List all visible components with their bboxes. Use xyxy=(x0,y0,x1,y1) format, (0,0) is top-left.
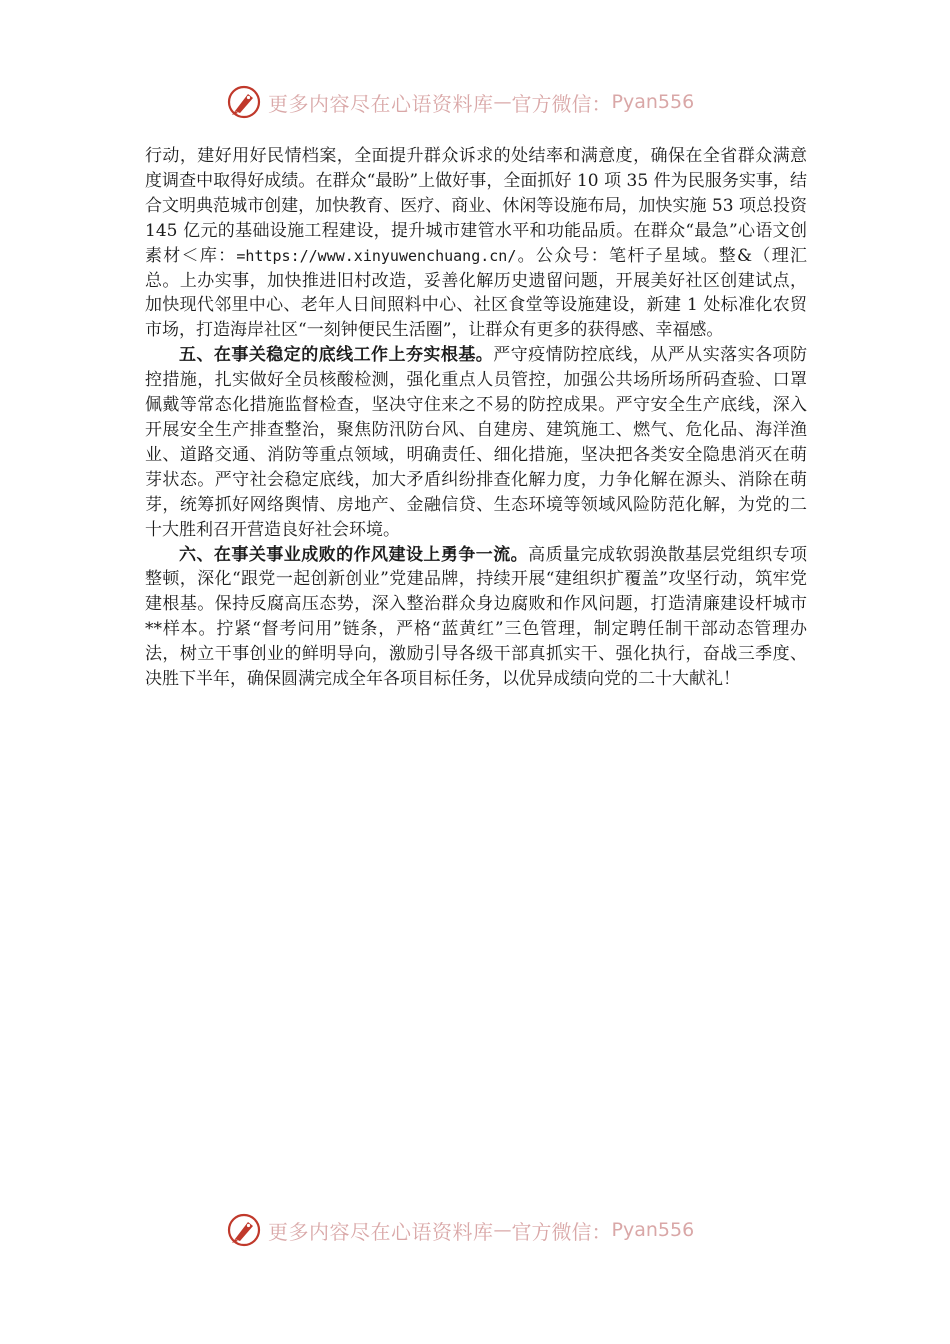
paragraph-2 xyxy=(145,343,807,542)
header-banner xyxy=(226,82,726,122)
paragraph-1 xyxy=(145,144,807,343)
banner-wechat-label: 官方微信： xyxy=(511,91,612,116)
pen-nib-logo-icon xyxy=(226,1212,262,1248)
paragraph-1-text-b: 。公众号：笔杆子星域。整&（理汇总。上办实事，加快推进旧村改造，妥善化解历史遗留问题，开展美好社区创建试点，加快现代邻里中心、老年人日间照料中心、社区食堂等设施建设，新建 1 处标准化农贸市场，打造海岸社区“一刻钟便民生活圈”，让群众有更多的获得感、幸福感。 xyxy=(145,245,807,341)
section-6-body: 高质量完成软弱涣散基层党组织专项整顿，深化“跟党一起创新创业”党建品牌，持续开展“建组织扩覆盖”攻坚行动，筑牢党建根基。保持反腐高压态势，深入整治群众身边腐败和作风问题，打造清廉建设杆城市**样本。拧紧“督考问用”链条，严格“蓝黄红”三色管理，制定聘任制干部动态管理办法，树立干事创业的鲜明导向，激励引导各级干部真抓实干、强化执行，奋战三季度、决胜下半年，确保圆满完成全年各项目标任务，以优异成绩向党的二十大献礼！ xyxy=(145,544,808,690)
banner-separator: — xyxy=(493,91,512,113)
paragraph-3 xyxy=(145,543,807,692)
banner-separator: — xyxy=(493,1219,512,1241)
banner-text: 更多内容尽在心语资料库 xyxy=(268,1219,494,1244)
section-6-heading: 六、在事关事业成败的作风建设上勇争一流。 xyxy=(179,544,529,565)
banner-wechat-label: 官方微信： xyxy=(511,1219,612,1244)
paragraph-1-text-a: 行动，建好用好民情档案，全面提升群众诉求的处结率和满意度，确保在全省群众满意度调查中取得好成绩。在群众“最盼”上做好事，全面抓好 10 项 35 件为民服务实事，结合文明典范城市创建，加快教育、医疗、商业、休闲等设施布局，加快实施 53 项总投资 145 亿元的基础设施工程建设，提升城市建管水平和功能品质。在群众“最急”心语文创素材＜库： xyxy=(145,146,807,266)
document-body xyxy=(145,144,807,692)
banner-text: 更多内容尽在心语资料库 xyxy=(268,91,494,116)
banner-wechat-id: Pyan556 xyxy=(611,91,695,113)
footer-banner xyxy=(226,1210,726,1250)
paragraph-1-url: =https://www.xinyuwenchuang.cn/ xyxy=(236,246,517,265)
section-5-body: 严守疫情防控底线，从严从实落实各项防控措施，扎实做好全员核酸检测，强化重点人员管控，加强公共场所场所码查验、口罩佩戴等常态化措施监督检查，坚决守住来之不易的防控成果。严守安全生产底线，深入开展安全生产排查整治，聚焦防汛防台风、自建房、建筑施工、燃气、危化品、海洋渔业、道路交通、消防等重点领域，明确责任、细化措施，坚决把各类安全隐患消灭在萌芽状态。严守社会稳定底线，加大矛盾纠纷排查化解力度，力争化解在源头、消除在萌芽，统筹抓好网络舆情、房地产、金融信贷、生态环境等领域风险防范化解，为党的二十大胜利召开营造良好社会环境。 xyxy=(145,345,808,540)
section-5-heading: 五、在事关稳定的底线工作上夯实根基。 xyxy=(179,345,494,366)
banner-wechat-id: Pyan556 xyxy=(611,1219,695,1241)
pen-nib-logo-icon xyxy=(226,84,262,120)
